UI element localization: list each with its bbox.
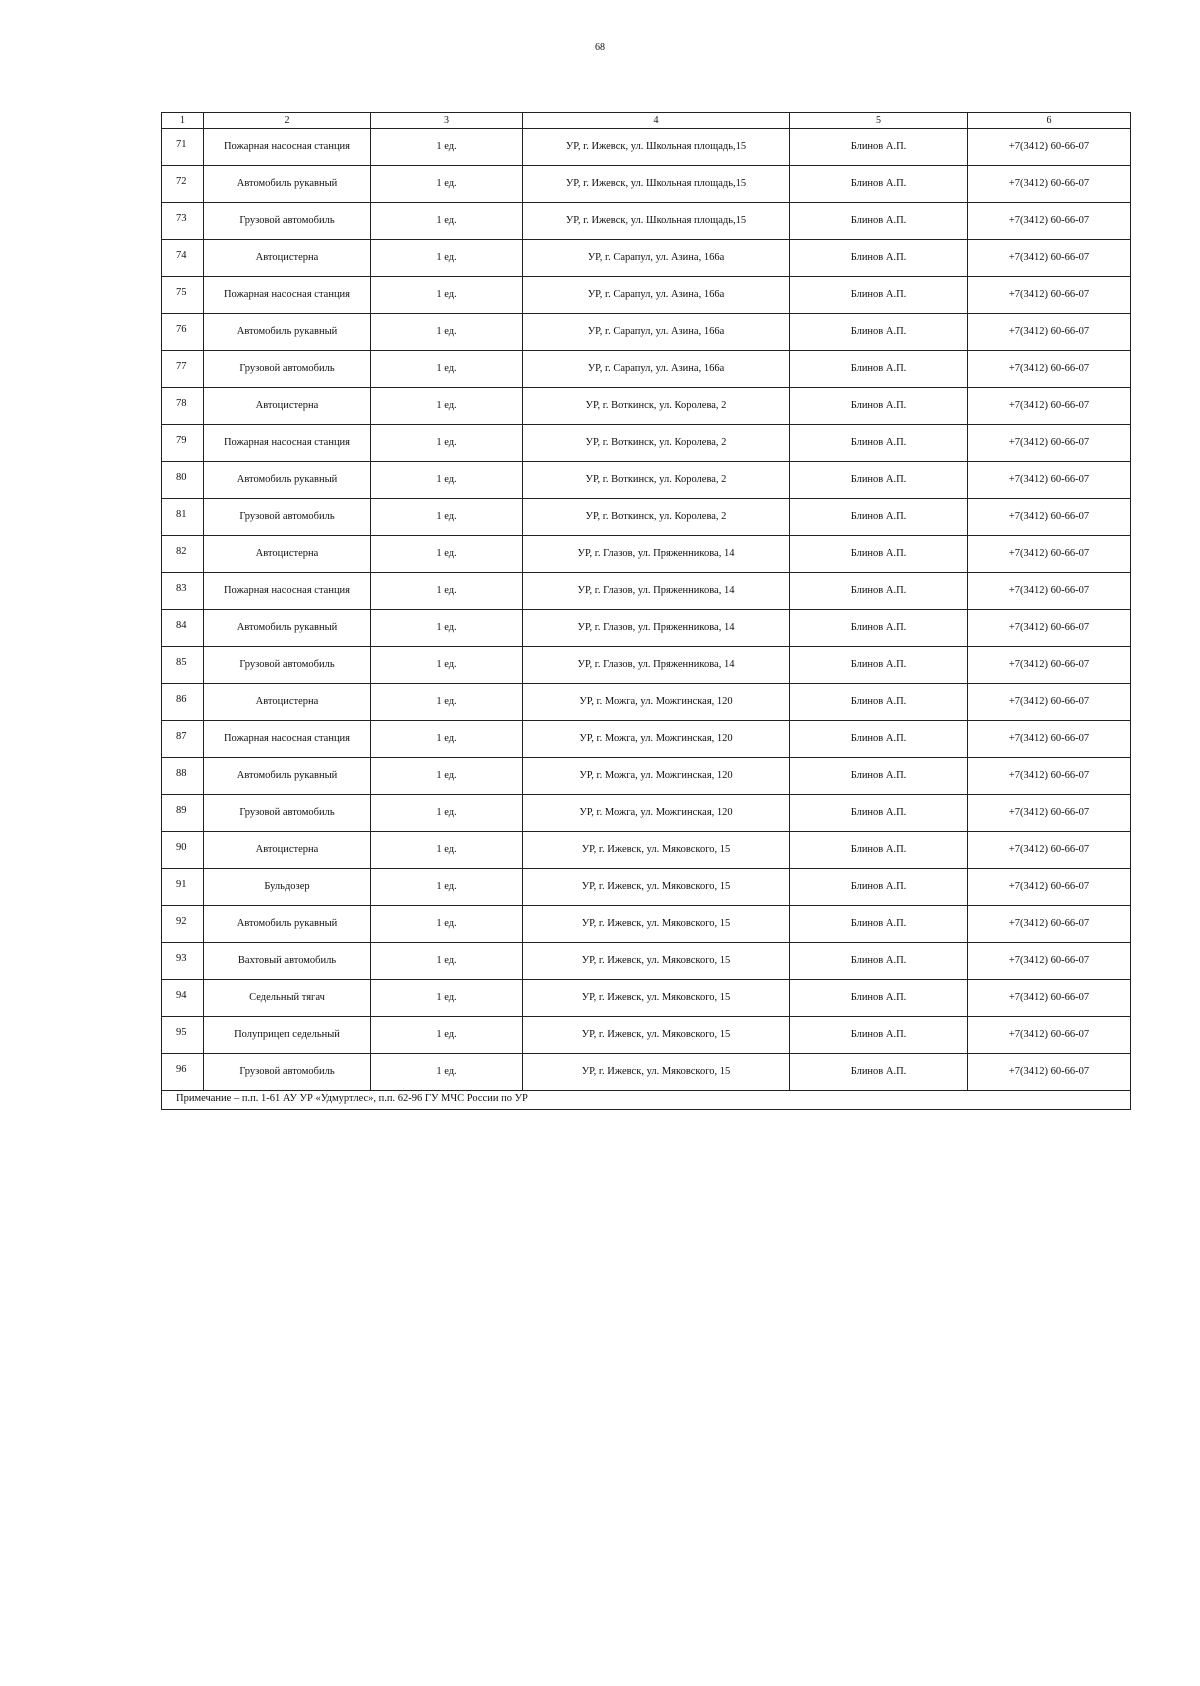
table-row — [162, 129, 1131, 166]
contact-phone: +7(3412) 60-66-07 — [968, 943, 1131, 980]
equipment-quantity: 1 ед. — [371, 795, 523, 832]
equipment-name: Полуприцеп седельный — [204, 1017, 371, 1054]
equipment-name: Седельный тягач — [204, 980, 371, 1017]
table-body — [162, 129, 1131, 1091]
equipment-quantity: 1 ед. — [371, 462, 523, 499]
contact-phone: +7(3412) 60-66-07 — [968, 647, 1131, 684]
equipment-quantity: 1 ед. — [371, 1017, 523, 1054]
equipment-quantity: 1 ед. — [371, 980, 523, 1017]
table-row — [162, 943, 1131, 980]
contact-phone: +7(3412) 60-66-07 — [968, 240, 1131, 277]
row-number: 95 — [162, 1017, 204, 1054]
contact-phone: +7(3412) 60-66-07 — [968, 1017, 1131, 1054]
equipment-name: Грузовой автомобиль — [204, 203, 371, 240]
equipment-name: Пожарная насосная станция — [204, 277, 371, 314]
row-number: 96 — [162, 1054, 204, 1091]
table-row — [162, 314, 1131, 351]
row-number: 89 — [162, 795, 204, 832]
contact-phone: +7(3412) 60-66-07 — [968, 314, 1131, 351]
equipment-quantity: 1 ед. — [371, 684, 523, 721]
equipment-name: Грузовой автомобиль — [204, 351, 371, 388]
table-row — [162, 1054, 1131, 1091]
equipment-name: Пожарная насосная станция — [204, 573, 371, 610]
responsible-person: Блинов А.П. — [790, 166, 968, 203]
row-number: 73 — [162, 203, 204, 240]
equipment-name: Автоцистерна — [204, 388, 371, 425]
equipment-table — [161, 112, 1131, 1110]
equipment-address: УР, г. Ижевск, ул. Мяковского, 15 — [523, 906, 790, 943]
responsible-person: Блинов А.П. — [790, 758, 968, 795]
table-row — [162, 166, 1131, 203]
header-col-5: 5 — [790, 113, 968, 129]
responsible-person: Блинов А.П. — [790, 277, 968, 314]
equipment-address: УР, г. Ижевск, ул. Мяковского, 15 — [523, 1054, 790, 1091]
contact-phone: +7(3412) 60-66-07 — [968, 684, 1131, 721]
equipment-name: Автомобиль рукавный — [204, 906, 371, 943]
equipment-quantity: 1 ед. — [371, 203, 523, 240]
equipment-address: УР, г. Ижевск, ул. Мяковского, 15 — [523, 832, 790, 869]
header-col-4: 4 — [523, 113, 790, 129]
equipment-name: Автоцистерна — [204, 684, 371, 721]
equipment-address: УР, г. Можга, ул. Можгинская, 120 — [523, 721, 790, 758]
equipment-quantity: 1 ед. — [371, 1054, 523, 1091]
equipment-address: УР, г. Ижевск, ул. Мяковского, 15 — [523, 943, 790, 980]
table-row — [162, 499, 1131, 536]
equipment-address: УР, г. Глазов, ул. Пряженникова, 14 — [523, 573, 790, 610]
table-row — [162, 721, 1131, 758]
equipment-address: УР, г. Воткинск, ул. Королева, 2 — [523, 499, 790, 536]
responsible-person: Блинов А.П. — [790, 314, 968, 351]
row-number: 72 — [162, 166, 204, 203]
contact-phone: +7(3412) 60-66-07 — [968, 980, 1131, 1017]
responsible-person: Блинов А.П. — [790, 129, 968, 166]
table-footer — [162, 1091, 1131, 1110]
equipment-name: Грузовой автомобиль — [204, 647, 371, 684]
contact-phone: +7(3412) 60-66-07 — [968, 869, 1131, 906]
table-row — [162, 1017, 1131, 1054]
row-number: 88 — [162, 758, 204, 795]
table-row — [162, 906, 1131, 943]
contact-phone: +7(3412) 60-66-07 — [968, 388, 1131, 425]
equipment-address: УР, г. Глазов, ул. Пряженникова, 14 — [523, 647, 790, 684]
contact-phone: +7(3412) 60-66-07 — [968, 166, 1131, 203]
equipment-quantity: 1 ед. — [371, 351, 523, 388]
contact-phone: +7(3412) 60-66-07 — [968, 610, 1131, 647]
equipment-quantity: 1 ед. — [371, 758, 523, 795]
responsible-person: Блинов А.П. — [790, 610, 968, 647]
equipment-quantity: 1 ед. — [371, 388, 523, 425]
equipment-quantity: 1 ед. — [371, 721, 523, 758]
contact-phone: +7(3412) 60-66-07 — [968, 1054, 1131, 1091]
equipment-address: УР, г. Глазов, ул. Пряженникова, 14 — [523, 610, 790, 647]
responsible-person: Блинов А.П. — [790, 647, 968, 684]
equipment-quantity: 1 ед. — [371, 573, 523, 610]
contact-phone: +7(3412) 60-66-07 — [968, 277, 1131, 314]
row-number: 82 — [162, 536, 204, 573]
header-col-6: 6 — [968, 113, 1131, 129]
row-number: 84 — [162, 610, 204, 647]
table-row — [162, 980, 1131, 1017]
contact-phone: +7(3412) 60-66-07 — [968, 721, 1131, 758]
equipment-quantity: 1 ед. — [371, 314, 523, 351]
table-note: Примечание – п.п. 1-61 АУ УР «Удмуртлес», п.п. 62-96 ГУ МЧС России по УР — [162, 1091, 1131, 1110]
equipment-quantity: 1 ед. — [371, 832, 523, 869]
equipment-address: УР, г. Ижевск, ул. Школьная площадь,15 — [523, 166, 790, 203]
row-number: 94 — [162, 980, 204, 1017]
equipment-quantity: 1 ед. — [371, 499, 523, 536]
equipment-address: УР, г. Глазов, ул. Пряженникова, 14 — [523, 536, 790, 573]
equipment-name: Автомобиль рукавный — [204, 166, 371, 203]
responsible-person: Блинов А.П. — [790, 536, 968, 573]
row-number: 74 — [162, 240, 204, 277]
contact-phone: +7(3412) 60-66-07 — [968, 832, 1131, 869]
row-number: 85 — [162, 647, 204, 684]
equipment-quantity: 1 ед. — [371, 869, 523, 906]
contact-phone: +7(3412) 60-66-07 — [968, 499, 1131, 536]
equipment-name: Автомобиль рукавный — [204, 758, 371, 795]
contact-phone: +7(3412) 60-66-07 — [968, 758, 1131, 795]
equipment-quantity: 1 ед. — [371, 129, 523, 166]
equipment-name: Грузовой автомобиль — [204, 499, 371, 536]
header-row — [162, 113, 1131, 129]
equipment-name: Автомобиль рукавный — [204, 462, 371, 499]
equipment-name: Автомобиль рукавный — [204, 314, 371, 351]
row-number: 79 — [162, 425, 204, 462]
equipment-address: УР, г. Можга, ул. Можгинская, 120 — [523, 758, 790, 795]
contact-phone: +7(3412) 60-66-07 — [968, 536, 1131, 573]
responsible-person: Блинов А.П. — [790, 906, 968, 943]
responsible-person: Блинов А.П. — [790, 1054, 968, 1091]
equipment-quantity: 1 ед. — [371, 277, 523, 314]
equipment-quantity: 1 ед. — [371, 610, 523, 647]
row-number: 90 — [162, 832, 204, 869]
equipment-address: УР, г. Ижевск, ул. Мяковского, 15 — [523, 869, 790, 906]
equipment-quantity: 1 ед. — [371, 906, 523, 943]
equipment-address: УР, г. Ижевск, ул. Мяковского, 15 — [523, 1017, 790, 1054]
equipment-quantity: 1 ед. — [371, 647, 523, 684]
header-col-1: 1 — [162, 113, 204, 129]
contact-phone: +7(3412) 60-66-07 — [968, 129, 1131, 166]
equipment-address: УР, г. Сарапул, ул. Азина, 166а — [523, 277, 790, 314]
responsible-person: Блинов А.П. — [790, 462, 968, 499]
equipment-address: УР, г. Можга, ул. Можгинская, 120 — [523, 795, 790, 832]
equipment-name: Автоцистерна — [204, 240, 371, 277]
responsible-person: Блинов А.П. — [790, 795, 968, 832]
equipment-name: Автомобиль рукавный — [204, 610, 371, 647]
equipment-name: Автоцистерна — [204, 832, 371, 869]
equipment-address: УР, г. Воткинск, ул. Королева, 2 — [523, 388, 790, 425]
row-number: 83 — [162, 573, 204, 610]
table-row — [162, 795, 1131, 832]
contact-phone: +7(3412) 60-66-07 — [968, 203, 1131, 240]
equipment-address: УР, г. Ижевск, ул. Школьная площадь,15 — [523, 129, 790, 166]
table-row — [162, 536, 1131, 573]
contact-phone: +7(3412) 60-66-07 — [968, 462, 1131, 499]
equipment-address: УР, г. Ижевск, ул. Мяковского, 15 — [523, 980, 790, 1017]
contact-phone: +7(3412) 60-66-07 — [968, 795, 1131, 832]
equipment-quantity: 1 ед. — [371, 536, 523, 573]
table-row — [162, 462, 1131, 499]
equipment-quantity: 1 ед. — [371, 425, 523, 462]
equipment-quantity: 1 ед. — [371, 240, 523, 277]
responsible-person: Блинов А.П. — [790, 425, 968, 462]
table-header — [162, 113, 1131, 129]
row-number: 71 — [162, 129, 204, 166]
equipment-name: Вахтовый автомобиль — [204, 943, 371, 980]
equipment-address: УР, г. Воткинск, ул. Королева, 2 — [523, 462, 790, 499]
row-number: 92 — [162, 906, 204, 943]
responsible-person: Блинов А.П. — [790, 573, 968, 610]
responsible-person: Блинов А.П. — [790, 499, 968, 536]
equipment-address: УР, г. Сарапул, ул. Азина, 166а — [523, 240, 790, 277]
row-number: 86 — [162, 684, 204, 721]
row-number: 80 — [162, 462, 204, 499]
equipment-quantity: 1 ед. — [371, 166, 523, 203]
equipment-address: УР, г. Воткинск, ул. Королева, 2 — [523, 425, 790, 462]
contact-phone: +7(3412) 60-66-07 — [968, 573, 1131, 610]
equipment-name: Пожарная насосная станция — [204, 721, 371, 758]
table-row — [162, 351, 1131, 388]
responsible-person: Блинов А.П. — [790, 832, 968, 869]
responsible-person: Блинов А.П. — [790, 980, 968, 1017]
table-row — [162, 869, 1131, 906]
responsible-person: Блинов А.П. — [790, 869, 968, 906]
table-row — [162, 240, 1131, 277]
row-number: 77 — [162, 351, 204, 388]
table-row — [162, 203, 1131, 240]
table-row — [162, 758, 1131, 795]
row-number: 75 — [162, 277, 204, 314]
equipment-name: Автоцистерна — [204, 536, 371, 573]
equipment-address: УР, г. Можга, ул. Можгинская, 120 — [523, 684, 790, 721]
table-row — [162, 610, 1131, 647]
equipment-name: Пожарная насосная станция — [204, 129, 371, 166]
equipment-name: Грузовой автомобиль — [204, 795, 371, 832]
contact-phone: +7(3412) 60-66-07 — [968, 906, 1131, 943]
contact-phone: +7(3412) 60-66-07 — [968, 425, 1131, 462]
header-col-2: 2 — [204, 113, 371, 129]
note-row — [162, 1091, 1131, 1110]
table-row — [162, 573, 1131, 610]
row-number: 93 — [162, 943, 204, 980]
equipment-name: Бульдозер — [204, 869, 371, 906]
page-number: 68 — [595, 42, 605, 53]
responsible-person: Блинов А.П. — [790, 1017, 968, 1054]
responsible-person: Блинов А.П. — [790, 684, 968, 721]
table-row — [162, 425, 1131, 462]
table-row — [162, 277, 1131, 314]
responsible-person: Блинов А.П. — [790, 943, 968, 980]
header-col-3: 3 — [371, 113, 523, 129]
responsible-person: Блинов А.П. — [790, 388, 968, 425]
table-row — [162, 832, 1131, 869]
table-row — [162, 647, 1131, 684]
contact-phone: +7(3412) 60-66-07 — [968, 351, 1131, 388]
row-number: 91 — [162, 869, 204, 906]
equipment-address: УР, г. Сарапул, ул. Азина, 166а — [523, 314, 790, 351]
row-number: 78 — [162, 388, 204, 425]
row-number: 87 — [162, 721, 204, 758]
responsible-person: Блинов А.П. — [790, 240, 968, 277]
responsible-person: Блинов А.П. — [790, 721, 968, 758]
row-number: 76 — [162, 314, 204, 351]
responsible-person: Блинов А.П. — [790, 203, 968, 240]
table-row — [162, 684, 1131, 721]
equipment-address: УР, г. Сарапул, ул. Азина, 166а — [523, 351, 790, 388]
equipment-name: Пожарная насосная станция — [204, 425, 371, 462]
row-number: 81 — [162, 499, 204, 536]
responsible-person: Блинов А.П. — [790, 351, 968, 388]
equipment-address: УР, г. Ижевск, ул. Школьная площадь,15 — [523, 203, 790, 240]
equipment-name: Грузовой автомобиль — [204, 1054, 371, 1091]
equipment-quantity: 1 ед. — [371, 943, 523, 980]
table-row — [162, 388, 1131, 425]
